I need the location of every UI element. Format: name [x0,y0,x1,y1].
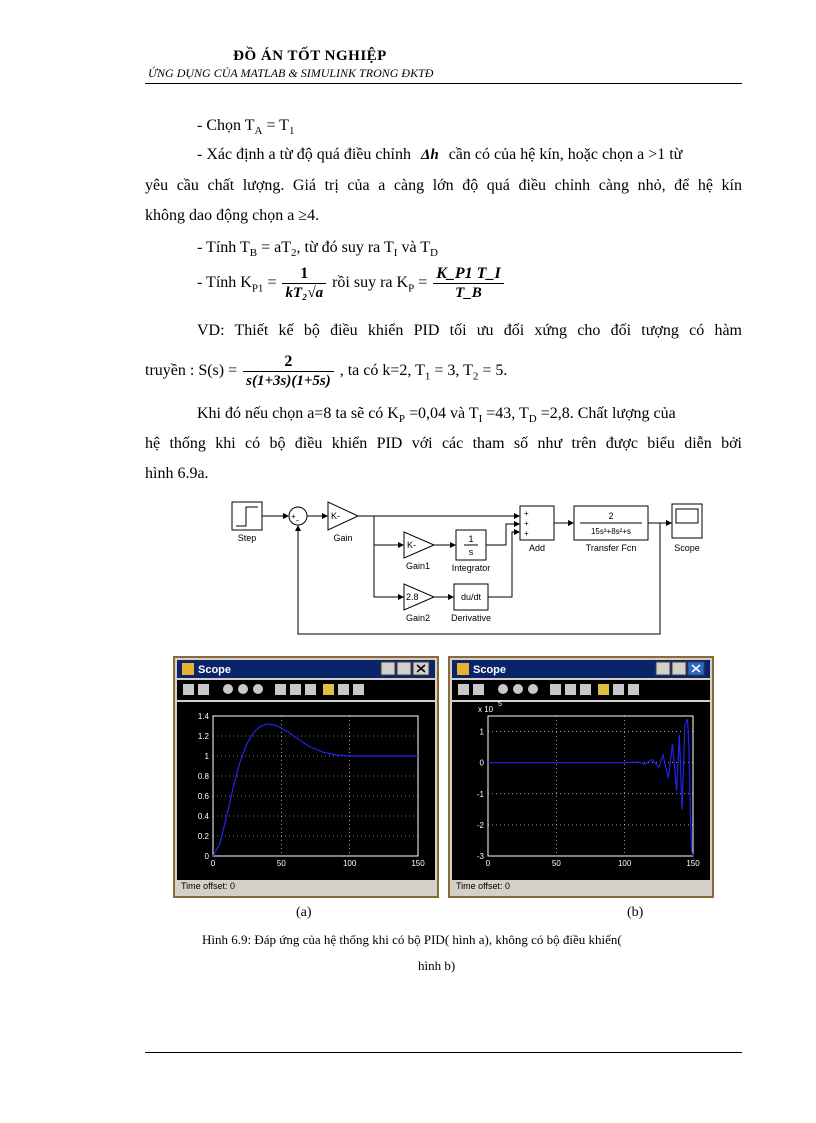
x-tick-label: 100 [617,859,632,868]
add-plus-1: + [524,509,529,518]
simulink-diagram [228,492,728,642]
y-tick-label: 1 [204,752,209,761]
line-quality: yêu cầu chất lượng. Giá trị của a càng lớn độ quá điều chỉnh càng nhỏ, để hệ kín [145,177,742,194]
maximize-button[interactable] [672,662,686,675]
y-tick-label: 0.8 [197,772,209,781]
y-tick-label: 1.2 [197,732,209,741]
scope-b-window-buttons [656,662,704,675]
gain-value: K- [331,511,340,521]
save-axes-icon[interactable] [290,684,301,695]
y-tick-label: 1.4 [197,712,209,721]
scope-block [672,504,702,538]
params-icon[interactable] [473,684,484,695]
line-transfer-function: truyền : S(s) = $\frac{2}{s(1+3s)(1+5s)}$ , ta có k=2, $T_1 = 3$, $T_2 = 5$. [145,353,508,389]
y-tick-label: -1 [476,789,484,799]
gain1-label: Gain1 [405,561,431,571]
x-tick-label: 0 [485,859,491,868]
tf-label: Transfer Fcn [585,543,637,553]
line-system-quality: hệ thống khi có bộ điều khiển PID với các tham số như trên được biểu diễn bởi [145,435,742,452]
y-tick-label: 0.2 [197,832,209,841]
kp1-fraction: $\frac{1}{\text{kT₂√a}}$ [282,264,326,303]
zoom-x-icon[interactable] [238,684,248,694]
lock-icon[interactable] [613,684,624,695]
scope-b-plot [477,716,700,868]
header-rule [145,83,742,84]
step-label: Step [237,533,257,543]
scope-label: Scope [674,543,700,553]
y-tick-label: 0 [479,758,484,768]
print-icon[interactable] [458,684,469,695]
scope-window-a[interactable] [173,656,439,903]
scope-b-exponent: x 10 [478,705,494,714]
scope-b-exponent-pow: 5 [498,701,502,708]
scope-b-svg [448,656,714,898]
line-compute-kp: - Tính $K_{P1}$ = $\frac{1}{\text{kT₂√a}}$ rồi suy ra $K_P$ = $\frac{K\_P1 T\_I}{T\_B}$ [197,264,506,303]
lock-icon[interactable] [338,684,349,695]
minimize-button[interactable] [656,662,670,675]
restore-axes-icon[interactable] [305,684,316,695]
y-tick-label: -3 [476,852,484,861]
figure-caption-line1: Hình 6.9: Đáp ứng của hệ thống khi có bộ PID( hình a), không có bộ điều khiển( [202,932,622,947]
plot-axes [488,716,693,856]
plot-axes [213,716,418,856]
add-plus-2: + [524,519,529,528]
floating-scope-icon[interactable] [598,684,609,695]
plant-fraction: $\frac{2}{s(1+3s)(1+5s)}$ [243,352,334,391]
line-no-oscillation: không dao động chọn a ≥4. [145,207,320,224]
scope-a-title: Scope [198,664,232,676]
floating-scope-icon[interactable] [323,684,334,695]
params-icon[interactable] [198,684,209,695]
line-compute-tb: - Tính $T_B = aT_2$, từ đó suy ra $T_I$ và $T_D$ [197,239,438,260]
caption-label-b: (b) [627,905,644,920]
scope-window-b[interactable] [448,656,714,903]
line-choose-a8: Khi đó nếu chọn a=8 ta sẽ có $K_P =0,04$ và $T_I =43$, $T_D =2,8$. Chất lượng của [197,405,676,426]
y-tick-label: 0.6 [197,792,209,801]
caption-label-a: (a) [296,905,312,920]
x-tick-label: 50 [551,859,561,868]
scope-b-title: Scope [473,664,507,676]
step-block [232,502,262,530]
y-tick-label: 1 [479,727,484,737]
minimize-button[interactable] [381,662,395,675]
scope-a-svg [173,656,439,898]
autoscale-icon[interactable] [550,684,561,695]
line-figure-ref: hình 6.9a. [145,465,209,482]
tf-numerator: 2 [608,511,614,521]
derivative-symbol: du/dt [460,592,482,602]
scope-b-time-offset: Time offset: 0 [456,881,511,891]
footer-rule [145,1052,742,1053]
header-title: ĐỒ ÁN TỐT NGHIỆP [233,48,387,64]
add-label: Add [528,543,546,553]
gain2-label: Gain2 [405,613,431,623]
save-axes-icon[interactable] [565,684,576,695]
print-icon[interactable] [183,684,194,695]
integrator-den: s [468,547,474,557]
line-example: VD: Thiết kế bộ điều khiển PID tối ưu đối xứng cho đối tượng có hàm [197,322,742,339]
line-choose-ta: - Chọn $T_A = T_1$ [197,117,295,138]
restore-axes-icon[interactable] [580,684,591,695]
y-tick-label: -2 [476,820,484,830]
tf-denominator: 15s³+8s²+s [590,527,632,536]
signal-select-icon[interactable] [353,684,364,695]
zoom-y-icon[interactable] [253,684,263,694]
gain1-value: K- [407,540,416,550]
x-tick-label: 100 [342,859,357,868]
x-tick-label: 150 [411,859,425,868]
figure-caption-line2: hình b) [418,958,456,973]
x-tick-label: 50 [276,859,286,868]
line-overshoot: - Xác định a từ độ quá điều chỉnh Δh cần có của hệ kín, hoặc chọn a >1 từ [197,146,683,163]
signal-select-icon[interactable] [628,684,639,695]
y-tick-label: 0 [204,852,209,861]
matlab-icon [182,663,194,675]
matlab-icon [457,663,469,675]
scope-a-window-buttons [381,662,429,675]
gain2-value: 2.8 [406,592,419,602]
derivative-label: Derivative [450,613,492,623]
gain-label: Gain [333,533,353,543]
sum-minus: - [296,515,299,525]
zoom-x-icon[interactable] [513,684,523,694]
kp-fraction: $\frac{K\_P1 T\_I}{T\_B}$ [433,264,503,303]
scope-a-plot [198,712,425,868]
add-plus-3: + [524,529,529,538]
x-tick-label: 0 [210,859,216,868]
zoom-y-icon[interactable] [528,684,538,694]
scope-a-time-offset: Time offset: 0 [181,881,236,891]
y-tick-label: 0.4 [197,812,209,821]
header-subtitle: ỨNG DỤNG CỦA MATLAB & SIMULINK TRONG ĐKTĐ [148,66,434,80]
maximize-button[interactable] [397,662,411,675]
zoom-icon[interactable] [223,684,233,694]
sum-plus: + [291,512,296,521]
zoom-icon[interactable] [498,684,508,694]
integrator-label: Integrator [451,563,491,573]
x-tick-label: 150 [686,859,700,868]
autoscale-icon[interactable] [275,684,286,695]
integrator-num: 1 [468,534,474,544]
